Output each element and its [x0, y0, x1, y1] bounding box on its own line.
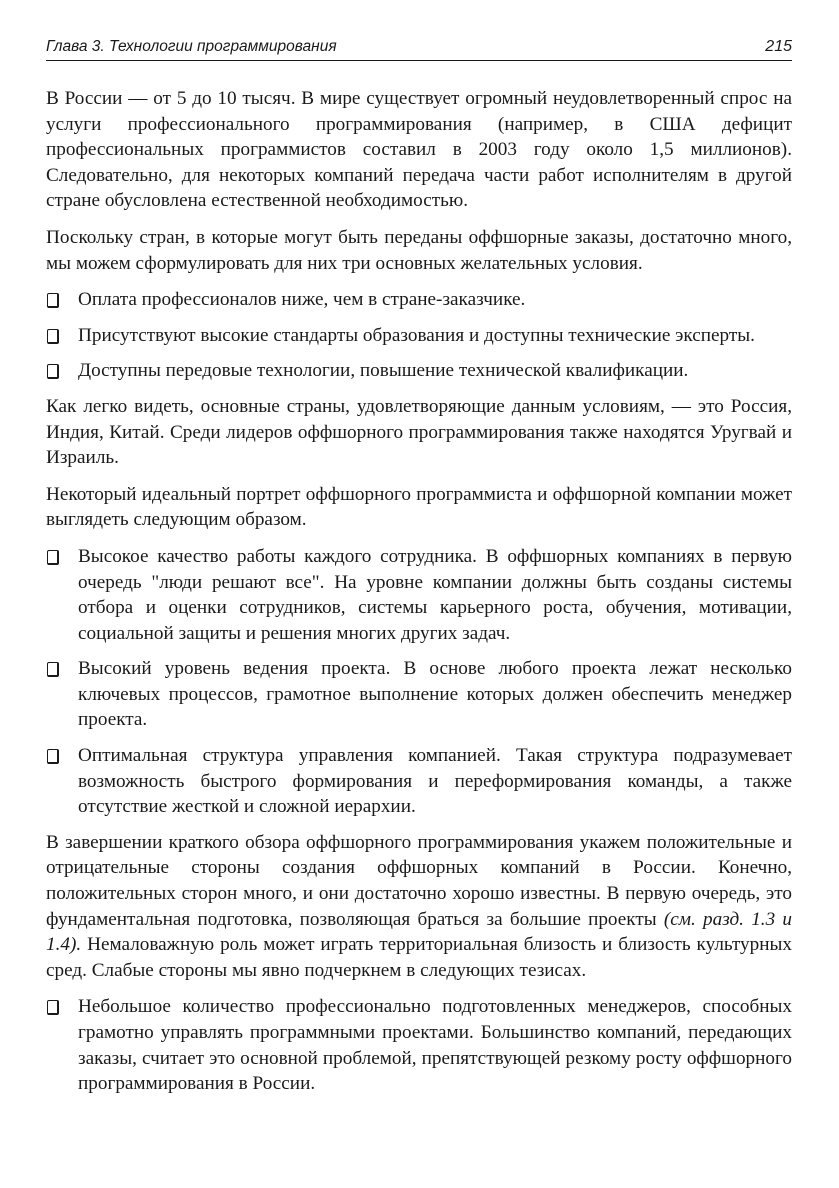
- paragraph-2: Поскольку стран, в которые могут быть переданы оффшорные заказы, достаточно много, мы можем сформулировать для них три основных желательных условия.: [46, 226, 792, 274]
- list-item: [46, 544, 792, 646]
- paragraph-5: [46, 830, 792, 984]
- list-item: [46, 323, 792, 349]
- list-item: [46, 358, 792, 384]
- paragraph-5-text-a: В завершении краткого обзора оффшорного программирования укажем положительные и отрицательные стороны создания оффшорных компаний в России. Конечно, положительных сторон много, и они достаточно хорошо известны. В первую очередь, это фундаментальная подготовка, позволяющая браться за большие проекты: [46, 831, 792, 930]
- paragraph-1: В России — от 5 до 10 тысяч. В мире существует огромный неудовлетворенный спрос на услуги профессионального программирования (например, в США дефицит профессиональных программистов составил в 2003 году около 1,5 миллионов). Следовательно, для некоторых компаний передача части работ исполнителям в другой стране обусловлена естественной необходимостью.: [46, 88, 792, 212]
- paragraph-5-text-b: Немаловажную роль может играть территориальная близость и близость культурных сред. Слабые стороны мы явно подчеркнем в следующих тезисах.: [46, 934, 792, 981]
- hollow-square-bullet-icon: [47, 329, 59, 344]
- list-item: [46, 994, 792, 1096]
- paragraph-4: Некоторый идеальный портрет оффшорного программиста и оффшорной компании может выглядеть следующим образом.: [46, 483, 792, 531]
- list-item-text: Оптимальная структура управления компанией. Такая структура подразумевает возможность быстрого формирования и переформирования команды, а также отсутствие жесткой и сложной иерархии.: [78, 745, 792, 818]
- hollow-square-bullet-icon: [47, 364, 59, 379]
- running-header: [46, 36, 792, 61]
- list-item-text: Присутствуют высокие стандарты образования и доступны технические эксперты.: [78, 324, 755, 346]
- hollow-square-bullet-icon: [47, 1000, 59, 1015]
- list-item: [46, 656, 792, 733]
- list-item-text: Небольшое количество профессионально подготовленных менеджеров, способных грамотно управлять программными проектами. Большинство компаний, передающих заказы, считает это основной проблемой, препятствующей резкому росту оффшорного программирования в России.: [78, 996, 792, 1095]
- list-item-text: Доступны передовые технологии, повышение технической квалификации.: [78, 360, 689, 382]
- list-item: [46, 743, 792, 820]
- hollow-square-bullet-icon: [47, 293, 59, 308]
- page-body: [46, 86, 792, 1107]
- list-item-text: Оплата профессионалов ниже, чем в стране-заказчике.: [78, 289, 526, 311]
- chapter-title: Глава 3. Технологии программирования: [46, 38, 337, 55]
- list-item: [46, 287, 792, 313]
- paragraph-3: Как легко видеть, основные страны, удовлетворяющие данным условиям, — это Россия, Индия, Китай. Среди лидеров оффшорного программирования также находятся Уругвай и Израиль.: [46, 395, 792, 469]
- hollow-square-bullet-icon: [47, 662, 59, 677]
- list-item-text: Высокое качество работы каждого сотрудника. В оффшорных компаниях в первую очередь "люди решают все". На уровне компании должны быть созданы системы отбора и оценки сотрудников, системы карьерного роста, обучения, мотивации, социальной защиты и решения многих других задач.: [78, 545, 792, 644]
- page-number: 215: [765, 38, 792, 55]
- section-reference: (см. разд. 1.3 и 1.4).: [46, 908, 792, 956]
- hollow-square-bullet-icon: [47, 749, 59, 764]
- list-item-text: Высокий уровень ведения проекта. В основе любого проекта лежат несколько ключевых процессов, грамотное выполнение которых должен обеспечить менеджер проекта.: [78, 658, 792, 731]
- hollow-square-bullet-icon: [47, 550, 59, 565]
